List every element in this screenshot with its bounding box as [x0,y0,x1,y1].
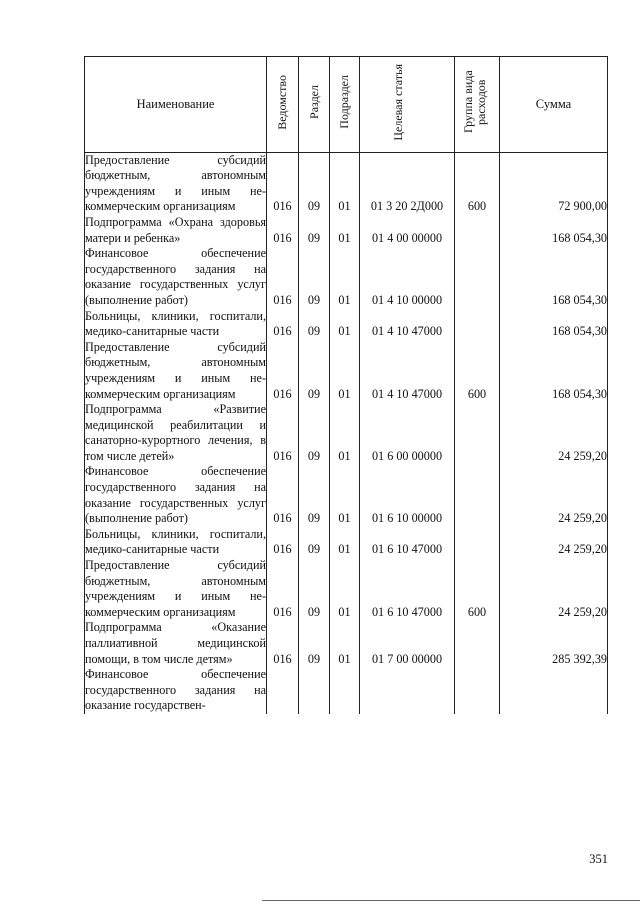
row-section: 09 [299,464,330,526]
row-sum: 168 054,30 [500,215,608,246]
row-sum: 285 392,39 [500,620,608,667]
header-name: Наименование [85,57,267,153]
table-row-partial [85,667,608,714]
header-sum: Сумма [500,57,608,153]
row-name: Подпрограмма «Оказание паллиативной медицинской помощи, в том числе детям» [85,620,266,666]
row-sum: 168 054,30 [500,309,608,340]
row-target: 01 4 00 00000 [360,215,455,246]
row-sum: 168 054,30 [500,340,608,402]
row-group [455,527,500,558]
row-subsection: 01 [330,340,360,402]
row-group [455,620,500,667]
row-dept: 016 [267,152,299,215]
row-section: 09 [299,527,330,558]
row-group [455,464,500,526]
row-sum: 72 900,00 [500,152,608,215]
header-section: Раздел [299,57,330,153]
table-row [85,152,608,215]
row-subsection: 01 [330,309,360,340]
header-group: Группа вида расходов [455,57,500,153]
table-row [85,527,608,558]
header-dept: Ведомство [267,57,299,153]
row-subsection: 01 [330,215,360,246]
row-sum: 24 259,20 [500,464,608,526]
row-dept: 016 [267,215,299,246]
row-sum: 24 259,20 [500,558,608,620]
row-subsection: 01 [330,464,360,526]
row-sum: 24 259,20 [500,402,608,464]
table-body [85,152,608,714]
row-group [455,246,500,308]
row-sum: 24 259,20 [500,527,608,558]
row-section: 09 [299,309,330,340]
row-subsection: 01 [330,152,360,215]
table-row [85,402,608,464]
row-name: Предоставление субсидий бюджетным, автономным учреждениям и иным некоммерческим организациям [85,339,266,401]
row-name: Больницы, клиники, госпитали, медико-санитарные части [85,308,266,339]
row-subsection: 01 [330,402,360,464]
table-header [85,57,608,153]
table-row [85,464,608,526]
row-subsection: 01 [330,246,360,308]
row-group: 600 [455,558,500,620]
row-group [455,215,500,246]
row-dept: 016 [267,309,299,340]
row-subsection: 01 [330,620,360,667]
row-target: 01 7 00 00000 [360,620,455,667]
header-target: Целевая статья [360,57,455,153]
row-name: Финансовое обеспечение государственного задания на оказание государственных услуг (выполнение работ) [85,246,266,307]
table-row [85,558,608,620]
row-group: 600 [455,152,500,215]
row-subsection: 01 [330,558,360,620]
header-subsection: Подраздел [330,57,360,153]
row-target: 01 4 10 47000 [360,309,455,340]
row-dept: 016 [267,246,299,308]
row-dept: 016 [267,620,299,667]
row-dept: 016 [267,464,299,526]
row-group: 600 [455,340,500,402]
row-target: 01 6 10 47000 [360,558,455,620]
row-section: 09 [299,246,330,308]
footer-divider [262,900,640,901]
row-target: 01 4 10 00000 [360,246,455,308]
budget-table [84,56,608,714]
table-row [85,246,608,308]
row-group [455,309,500,340]
row-subsection: 01 [330,527,360,558]
row-target: 01 3 20 2Д000 [360,152,455,215]
row-target: 01 6 10 47000 [360,527,455,558]
row-dept: 016 [267,402,299,464]
row-name: Больницы, клиники, госпитали, медико-санитарные части [85,526,266,557]
row-target: 01 4 10 47000 [360,340,455,402]
row-section: 09 [299,558,330,620]
table-row [85,340,608,402]
row-target: 01 6 10 00000 [360,464,455,526]
row-section: 09 [299,340,330,402]
row-section: 09 [299,402,330,464]
table-row [85,620,608,667]
table-row [85,215,608,246]
row-section: 09 [299,215,330,246]
row-dept: 016 [267,527,299,558]
row-sum: 168 054,30 [500,246,608,308]
row-dept: 016 [267,558,299,620]
row-name: Подпрограмма «Развитие медицинской реабилитации и санаторно-курортного лечения, в том числе детей» [85,402,266,463]
row-group [455,402,500,464]
table-row [85,309,608,340]
row-name: Финансовое обеспечение государственного задания на оказание государственных услуг (выполнение работ) [85,464,266,526]
row-name: Предоставление субсидий бюджетным, автономным учреждениям и иным некоммерческим организациям [85,152,266,214]
row-name: Финансовое обеспечение государственного задания на оказание государствен- [85,667,266,713]
row-section: 09 [299,620,330,667]
row-target: 01 6 00 00000 [360,402,455,464]
page-number: 351 [589,852,608,866]
row-name: Подпрограмма «Охрана здоровья матери и ребенка» [85,214,266,245]
row-name: Предоставление субсидий бюджетным, автономным учреждениям и иным некоммерческим организациям [85,558,266,619]
row-dept: 016 [267,340,299,402]
row-section: 09 [299,152,330,215]
